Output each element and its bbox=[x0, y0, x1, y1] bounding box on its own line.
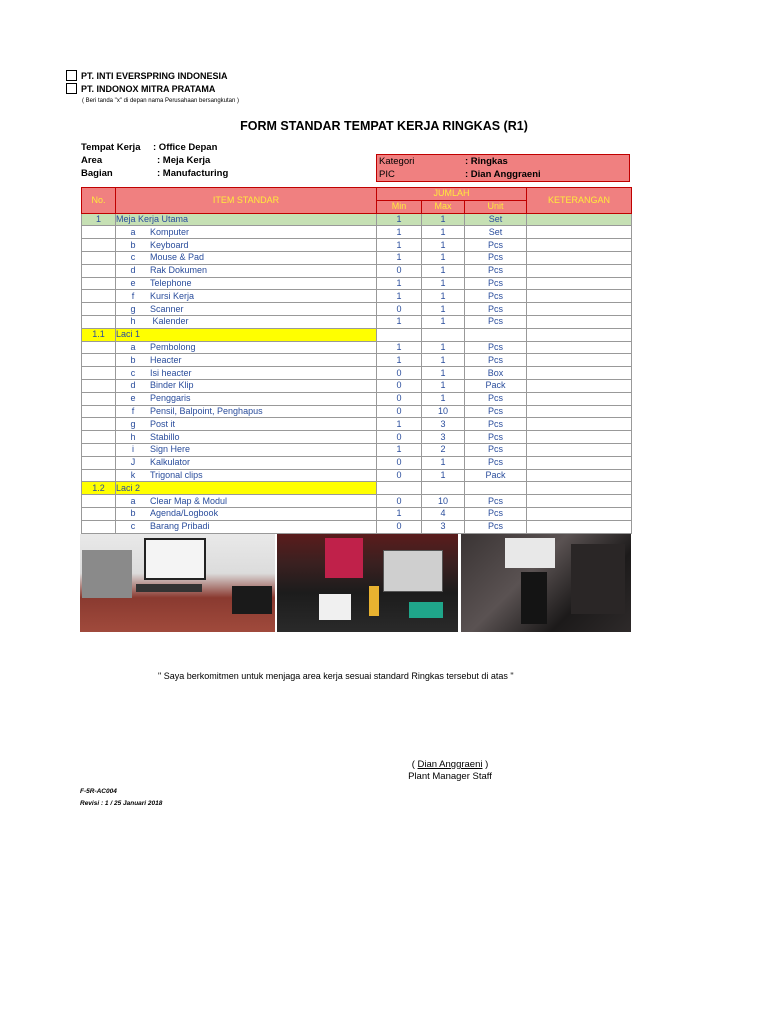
max-cell: 1 bbox=[422, 251, 465, 264]
table-row bbox=[82, 328, 632, 341]
max-cell: 1 bbox=[422, 213, 465, 226]
keterangan-cell[interactable] bbox=[527, 328, 632, 341]
max-cell: 10 bbox=[422, 495, 465, 508]
item-cell: a Clear Map & Modul bbox=[116, 495, 377, 508]
info-bagian: Bagian : Manufacturing bbox=[81, 168, 229, 179]
section-title: Meja Kerja Utama bbox=[116, 213, 377, 226]
min-cell: 0 bbox=[377, 367, 422, 380]
table-row bbox=[82, 495, 632, 508]
signature-name: ( Dian Anggraeni ) bbox=[411, 759, 489, 770]
keterangan-cell[interactable] bbox=[527, 251, 632, 264]
max-cell: 3 bbox=[422, 520, 465, 533]
min-cell: 0 bbox=[377, 264, 422, 277]
table-row bbox=[82, 456, 632, 469]
max-cell: 1 bbox=[422, 226, 465, 239]
unit-cell: Set bbox=[465, 213, 527, 226]
max-cell: 3 bbox=[422, 431, 465, 444]
table-row bbox=[82, 239, 632, 252]
unit-cell: Pack bbox=[465, 469, 527, 482]
max-cell bbox=[422, 482, 465, 495]
table-row bbox=[82, 226, 632, 239]
min-cell: 1 bbox=[377, 341, 422, 354]
unit-cell: Pcs bbox=[465, 495, 527, 508]
table-row bbox=[82, 315, 632, 328]
max-cell: 1 bbox=[422, 354, 465, 367]
max-cell: 1 bbox=[422, 341, 465, 354]
item-cell: a Komputer bbox=[116, 226, 377, 239]
min-cell: 0 bbox=[377, 456, 422, 469]
item-cell: e Penggaris bbox=[116, 392, 377, 405]
item-cell: h Kalender bbox=[116, 315, 377, 328]
table-row bbox=[82, 392, 632, 405]
table-row bbox=[82, 379, 632, 392]
pic-value: : Dian Anggraeni bbox=[465, 169, 541, 180]
revision: Revisi : 1 / 25 Januari 2018 bbox=[80, 800, 163, 807]
company-name: PT. INTI EVERSPRING INDONESIA bbox=[81, 70, 228, 81]
pic-label: PIC bbox=[379, 169, 395, 180]
item-cell: c Mouse & Pad bbox=[116, 251, 377, 264]
item-cell: h Stabillo bbox=[116, 431, 377, 444]
keterangan-cell[interactable] bbox=[527, 431, 632, 444]
item-cell: c Isi heacter bbox=[116, 367, 377, 380]
item-cell: f Kursi Kerja bbox=[116, 290, 377, 303]
table-row bbox=[82, 469, 632, 482]
min-cell: 1 bbox=[377, 354, 422, 367]
kategori-value: : Ringkas bbox=[465, 156, 508, 167]
keterangan-cell[interactable] bbox=[527, 418, 632, 431]
keterangan-cell[interactable] bbox=[527, 264, 632, 277]
unit-cell: Pcs bbox=[465, 315, 527, 328]
item-cell: k Trigonal clips bbox=[116, 469, 377, 482]
keterangan-cell[interactable] bbox=[527, 495, 632, 508]
keterangan-cell[interactable] bbox=[527, 290, 632, 303]
max-cell: 1 bbox=[422, 264, 465, 277]
header-item: ITEM STANDAR bbox=[116, 188, 377, 214]
checkbox[interactable] bbox=[66, 70, 77, 81]
unit-cell: Pcs bbox=[465, 354, 527, 367]
min-cell: 0 bbox=[377, 520, 422, 533]
item-cell: c Barang Pribadi bbox=[116, 520, 377, 533]
keterangan-cell[interactable] bbox=[527, 277, 632, 290]
min-cell: 1 bbox=[377, 507, 422, 520]
unit-cell: Pcs bbox=[465, 290, 527, 303]
keterangan-cell[interactable] bbox=[527, 213, 632, 226]
header-max: Max bbox=[422, 200, 465, 213]
item-standard-table bbox=[81, 187, 632, 534]
keterangan-cell[interactable] bbox=[527, 367, 632, 380]
unit-cell: Pcs bbox=[465, 443, 527, 456]
table-row bbox=[82, 367, 632, 380]
max-cell bbox=[422, 328, 465, 341]
min-cell bbox=[377, 482, 422, 495]
item-cell: b Heacter bbox=[116, 354, 377, 367]
unit-cell: Set bbox=[465, 226, 527, 239]
table-row bbox=[82, 354, 632, 367]
min-cell: 1 bbox=[377, 315, 422, 328]
min-cell: 1 bbox=[377, 418, 422, 431]
unit-cell: Pcs bbox=[465, 520, 527, 533]
keterangan-cell[interactable] bbox=[527, 303, 632, 316]
max-cell: 3 bbox=[422, 418, 465, 431]
photo-desk bbox=[80, 534, 275, 632]
info-tempat: Tempat Kerja : Office Depan bbox=[81, 142, 218, 153]
table-row bbox=[82, 303, 632, 316]
max-cell: 1 bbox=[422, 303, 465, 316]
header-min: Min bbox=[377, 200, 422, 213]
item-cell: J Kalkulator bbox=[116, 456, 377, 469]
form-code: F-5R-AC004 bbox=[80, 788, 117, 795]
min-cell: 1 bbox=[377, 226, 422, 239]
header-keterangan: KETERANGAN bbox=[527, 188, 632, 214]
keterangan-cell[interactable] bbox=[527, 456, 632, 469]
table-row bbox=[82, 213, 632, 226]
unit-cell bbox=[465, 328, 527, 341]
table-row bbox=[82, 277, 632, 290]
keterangan-cell[interactable] bbox=[527, 379, 632, 392]
keterangan-cell[interactable] bbox=[527, 226, 632, 239]
section-no: 1.2 bbox=[82, 482, 116, 495]
checkbox[interactable] bbox=[66, 83, 77, 94]
unit-cell: Pack bbox=[465, 379, 527, 392]
section-title: Laci 1 bbox=[116, 328, 377, 341]
keterangan-cell[interactable] bbox=[527, 507, 632, 520]
max-cell: 1 bbox=[422, 290, 465, 303]
table-row bbox=[82, 405, 632, 418]
item-cell: b Agenda/Logbook bbox=[116, 507, 377, 520]
unit-cell: Pcs bbox=[465, 418, 527, 431]
min-cell bbox=[377, 328, 422, 341]
item-cell: g Post it bbox=[116, 418, 377, 431]
company-name: PT. INDONOX MITRA PRATAMA bbox=[81, 83, 216, 94]
min-cell: 0 bbox=[377, 303, 422, 316]
company-option-2 bbox=[66, 83, 215, 94]
keterangan-cell[interactable] bbox=[527, 239, 632, 252]
kategori-pic-box bbox=[376, 154, 630, 182]
unit-cell: Pcs bbox=[465, 277, 527, 290]
kategori-label: Kategori bbox=[379, 156, 415, 167]
unit-cell: Pcs bbox=[465, 431, 527, 444]
max-cell: 1 bbox=[422, 315, 465, 328]
max-cell: 10 bbox=[422, 405, 465, 418]
table-row bbox=[82, 507, 632, 520]
form-title: FORM STANDAR TEMPAT KERJA RINGKAS (R1) bbox=[240, 119, 528, 133]
section-no: 1 bbox=[82, 213, 116, 226]
unit-cell: Pcs bbox=[465, 392, 527, 405]
max-cell: 1 bbox=[422, 239, 465, 252]
unit-cell: Pcs bbox=[465, 239, 527, 252]
keterangan-cell[interactable] bbox=[527, 520, 632, 533]
table-row bbox=[82, 482, 632, 495]
unit-cell: Pcs bbox=[465, 456, 527, 469]
item-cell: e Telephone bbox=[116, 277, 377, 290]
unit-cell: Pcs bbox=[465, 264, 527, 277]
header-unit: Unit bbox=[465, 200, 527, 213]
min-cell: 1 bbox=[377, 443, 422, 456]
commitment-quote: " Saya berkomitmen untuk menjaga area kerja sesuai standard Ringkas tersebut di atas " bbox=[158, 671, 514, 681]
item-cell: a Pembolong bbox=[116, 341, 377, 354]
keterangan-cell[interactable] bbox=[527, 405, 632, 418]
table-row bbox=[82, 264, 632, 277]
min-cell: 1 bbox=[377, 213, 422, 226]
keterangan-cell[interactable] bbox=[527, 443, 632, 456]
keterangan-cell[interactable] bbox=[527, 315, 632, 328]
photo-drawer-2 bbox=[461, 534, 631, 632]
unit-cell: Pcs bbox=[465, 405, 527, 418]
min-cell: 0 bbox=[377, 392, 422, 405]
checkbox-note: ( Beri tanda "x" di depan nama Perusahaan bersangkutan ) bbox=[82, 98, 240, 104]
min-cell: 1 bbox=[377, 277, 422, 290]
unit-cell bbox=[465, 482, 527, 495]
item-cell: g Scanner bbox=[116, 303, 377, 316]
min-cell: 0 bbox=[377, 405, 422, 418]
table-row bbox=[82, 341, 632, 354]
min-cell: 1 bbox=[377, 239, 422, 252]
max-cell: 1 bbox=[422, 456, 465, 469]
max-cell: 1 bbox=[422, 379, 465, 392]
section-title: Laci 2 bbox=[116, 482, 377, 495]
item-cell: f Pensil, Balpoint, Penghapus bbox=[116, 405, 377, 418]
max-cell: 1 bbox=[422, 277, 465, 290]
keterangan-cell[interactable] bbox=[527, 482, 632, 495]
table-row bbox=[82, 251, 632, 264]
max-cell: 2 bbox=[422, 443, 465, 456]
keterangan-cell[interactable] bbox=[527, 469, 632, 482]
keterangan-cell[interactable] bbox=[527, 392, 632, 405]
min-cell: 0 bbox=[377, 431, 422, 444]
section-no: 1.1 bbox=[82, 328, 116, 341]
unit-cell: Pcs bbox=[465, 303, 527, 316]
max-cell: 4 bbox=[422, 507, 465, 520]
min-cell: 0 bbox=[377, 379, 422, 392]
unit-cell: Pcs bbox=[465, 341, 527, 354]
item-cell: d Binder Klip bbox=[116, 379, 377, 392]
keterangan-cell[interactable] bbox=[527, 354, 632, 367]
max-cell: 1 bbox=[422, 469, 465, 482]
info-area: Area : Meja Kerja bbox=[81, 155, 211, 166]
table-row bbox=[82, 290, 632, 303]
header-jumlah: JUMLAH bbox=[377, 188, 527, 201]
min-cell: 1 bbox=[377, 290, 422, 303]
item-cell: i Sign Here bbox=[116, 443, 377, 456]
table-row bbox=[82, 520, 632, 533]
item-cell: b Keyboard bbox=[116, 239, 377, 252]
photo-drawer-1 bbox=[277, 534, 458, 632]
table-row bbox=[82, 431, 632, 444]
unit-cell: Pcs bbox=[465, 251, 527, 264]
max-cell: 1 bbox=[422, 367, 465, 380]
min-cell: 0 bbox=[377, 469, 422, 482]
signature-role: Plant Manager Staff bbox=[408, 771, 492, 782]
table-row bbox=[82, 443, 632, 456]
keterangan-cell[interactable] bbox=[527, 341, 632, 354]
unit-cell: Box bbox=[465, 367, 527, 380]
min-cell: 0 bbox=[377, 495, 422, 508]
min-cell: 1 bbox=[377, 251, 422, 264]
table-row bbox=[82, 418, 632, 431]
header-no: No. bbox=[82, 188, 116, 214]
company-option-1 bbox=[66, 70, 228, 81]
unit-cell: Pcs bbox=[465, 507, 527, 520]
item-cell: d Rak Dokumen bbox=[116, 264, 377, 277]
max-cell: 1 bbox=[422, 392, 465, 405]
